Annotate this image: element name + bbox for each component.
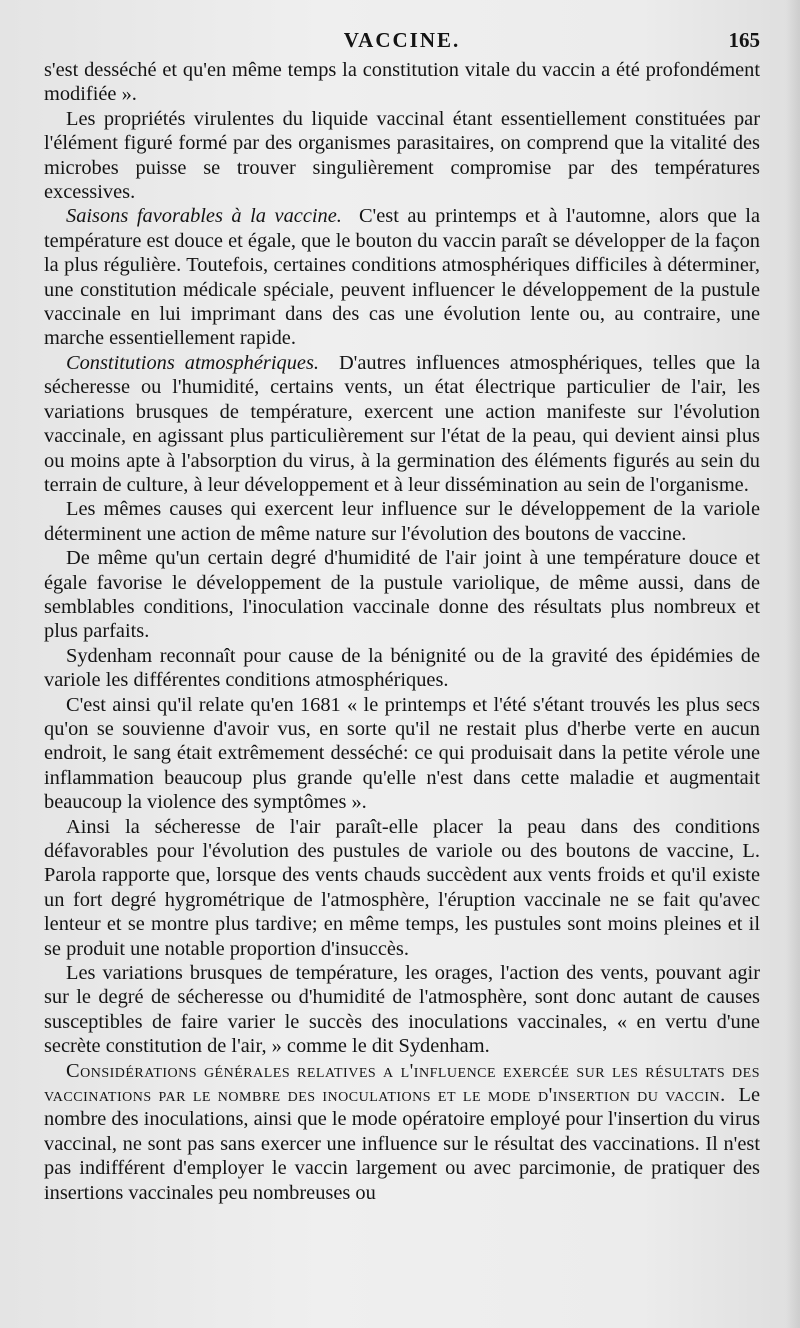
paragraph	[44, 644, 760, 693]
paragraph-text: Les propriétés virulentes du liquide vaccinal étant essentiellement constituées par l'élément figuré formé par des organismes parasitaires, on comprend que la vitalité des microbes puisse se trouver singulièrement compromise par des températures excessives.	[44, 107, 760, 204]
paragraph	[44, 107, 760, 205]
paragraph	[44, 815, 760, 961]
paragraph-considerations	[44, 1059, 760, 1205]
section-heading: Saisons favorables à la vaccine.	[66, 205, 342, 228]
paragraph-text: De même qu'un certain degré d'humidité de l'air joint à une température douce et égale favorise le développement de la pustule variolique, de même aussi, dans de semblables conditions, l'inoculation vaccinale donne des résultats plus nombreux et plus parfaits.	[44, 547, 760, 643]
section-heading: Constitutions atmosphériques.	[66, 351, 319, 374]
page-number: 165	[728, 28, 760, 52]
paragraph-text: s'est desséché et qu'en même temps la constitution vitale du vaccin a été profondément modifiée ».	[44, 59, 760, 106]
paragraph-text: Les mêmes causes qui exercent leur influence sur le développement de la variole déterminent une action de même nature sur l'évolution des boutons de vaccine.	[44, 498, 760, 545]
paragraph	[44, 546, 760, 644]
paragraph	[44, 961, 760, 1059]
paragraph-constitutions	[44, 351, 760, 497]
paragraph	[44, 497, 760, 546]
paragraph-text: Ainsi la sécheresse de l'air paraît-elle placer la peau dans des conditions défavorables pour l'évolution des pustules de variole ou des boutons de vaccine, L. Parola rapporte que, lorsque des vents chauds succèdent aux vents froids et qu'il existe un fort degré hygrométrique de l'atmosphère, l'éruption vaccinale ne se fait qu'avec lenteur et se montre plus tardive; en même temps, les pustules sont moins pleines et il se produit une notable proportion d'insuccès.	[44, 815, 760, 960]
paragraph-text: D'autres influences atmosphériques, telles que la sécheresse ou l'humidité, certains vents, un état électrique particulier de l'air, les variations brusques de température, exercent une action manifeste sur l'évolution vaccinale, en agissant plus particulièrement sur l'état de la peau, qui devient ainsi plus ou moins apte à l'absorption du virus, à la germination des éléments figurés au sein du terrain de culture, à leur développement et à leur dissémination au sein de l'organisme.	[44, 351, 760, 496]
paragraph-saisons	[44, 204, 760, 350]
paragraph	[44, 693, 760, 815]
page-header	[44, 28, 760, 58]
body-text	[44, 58, 760, 1205]
paragraph-text: Les variations brusques de température, les orages, l'action des vents, pouvant agir sur le degré de sécheresse ou d'humidité de l'atmosphère, sont donc autant de causes susceptibles de faire varier le succès des inoculations vaccinales, « en vertu d'une secrète constitution de l'air, » comme le dit Sydenham.	[44, 962, 760, 1058]
paragraph-continuation	[44, 58, 760, 107]
paragraph-text: C'est au printemps et à l'automne, alors que la température est douce et égale, que le bouton du vaccin paraît se développer de la façon la plus régulière. Toutefois, certaines conditions atmosphériques difficiles à déterminer, une constitution médicale spéciale, peuvent influencer le développement de la pustule vaccinale en lui imprimant dans des cas une évolution lente ou, au contraire, une marche essentiellement rapide.	[44, 205, 761, 350]
paragraph-text: Sydenham reconnaît pour cause de la bénignité ou de la gravité des épidémies de variole les différentes conditions atmosphériques.	[44, 644, 760, 692]
running-head: VACCINE.	[343, 28, 461, 52]
paragraph-text: C'est ainsi qu'il relate qu'en 1681 « le printemps et l'été s'étant trouvés les plus secs qu'on se souvienne d'avoir vus, en sorte qu'il ne restait plus d'herbe verte en aucun endroit, le sang était extrêmement desséché: ce qui produisait dans la petite vérole une inflammation beaucoup plus grande qu'elle n'est dans cette maladie et augmentait beaucoup la violence des symptômes ».	[44, 693, 760, 814]
paragraph-text: Le nombre des inoculations, ainsi que le mode opératoire employé pour l'insertion du virus vaccinal, ne sont pas sans exercer une influence sur le résultat des vaccinations. Il n'est pas indifférent d'employer le vaccin largement ou avec parcimonie, de pratiquer des insertions vaccinales peu nombreuses ou	[44, 1084, 760, 1204]
section-heading: Considérations générales relatives a l'influence exercée sur les résultats des vaccinations par le nombre des inoculations et le mode d'insertion du vaccin.	[44, 1059, 760, 1107]
